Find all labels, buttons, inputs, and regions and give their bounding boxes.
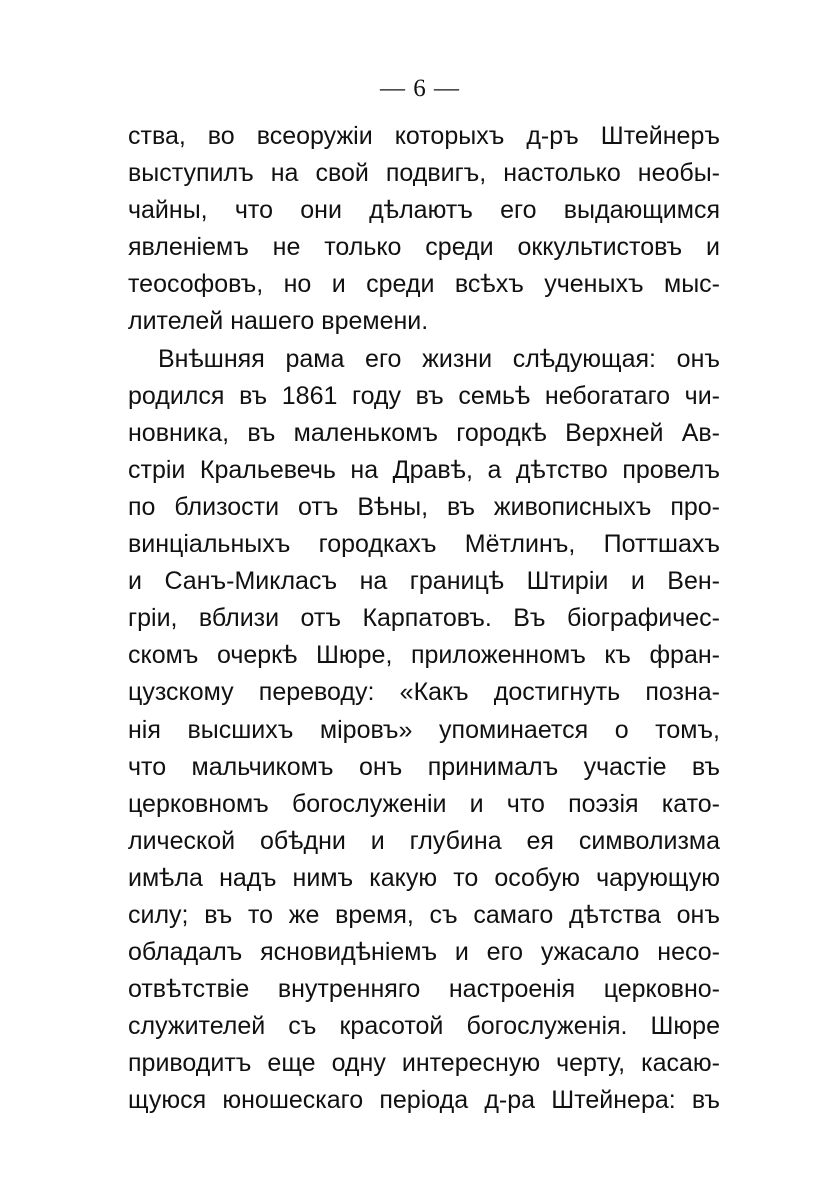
text-line: теософовъ, но и среди всѣхъ ученыхъ мыс- <box>128 270 720 299</box>
text-line: нія высшихъ міровъ» упоминается о томъ, <box>128 715 720 744</box>
text-line: Внѣшняя рама его жизни слѣдующая: онъ <box>158 344 720 373</box>
text-line: силу; въ то же время, съ самаго дѣтства онъ <box>128 900 720 929</box>
body-text <box>128 118 720 1120</box>
text-line: что мальчикомъ онъ принималъ участіе въ <box>128 752 720 781</box>
text-line: винціальныхъ городкахъ Мётлинъ, Поттшахъ <box>128 530 720 559</box>
text-line: чайны, что они дѣлаютъ его выдающимся <box>128 196 720 225</box>
text-line: явленіемъ не только среди оккультистовъ и <box>128 233 720 262</box>
text-line: новника, въ маленькомъ городкѣ Верхней Ав- <box>128 418 720 447</box>
text-line: щуюся юношескаго періода д-ра Штейнера: въ <box>128 1086 720 1115</box>
text-line: гріи, вблизи отъ Карпатовъ. Въ біографичес- <box>128 604 720 633</box>
text-line: по близости отъ Вѣны, въ живописныхъ про- <box>128 492 720 521</box>
text-line: лической обѣдни и глубина ея символизма <box>128 826 720 855</box>
text-line: родился въ 1861 году въ семьѣ небогатаго чи- <box>128 381 720 410</box>
text-line: отвѣтствіе внутренняго настроенія церковно- <box>128 975 720 1004</box>
text-line: служителей съ красотой богослуженія. Шюре <box>128 1012 720 1041</box>
page-number: — 6 — <box>380 75 460 102</box>
text-line: приводитъ еще одну интересную черту, касаю- <box>128 1049 720 1078</box>
text-line: цузскому переводу: «Какъ достигнуть позна- <box>128 678 720 707</box>
text-line: лителей нашего времени. <box>128 307 429 336</box>
text-line: имѣла надъ нимъ какую то особую чарующую <box>128 863 720 892</box>
text-line: и Санъ-Микласъ на границѣ Штиріи и Вен- <box>128 567 720 596</box>
text-line: стріи Кральевечь на Дравѣ, а дѣтство провелъ <box>128 455 720 484</box>
text-line: церковномъ богослуженіи и что поэзія като- <box>128 789 720 818</box>
text-line: выступилъ на свой подвигъ, настолько необы- <box>128 159 720 188</box>
text-line: ства, во всеоружіи которыхъ д-ръ Штейнеръ <box>128 122 720 150</box>
text-line: скомъ очеркѣ Шюре, приложенномъ къ фран- <box>128 641 720 670</box>
text-line: обладалъ ясновидѣніемъ и его ужасало несо- <box>128 938 720 967</box>
